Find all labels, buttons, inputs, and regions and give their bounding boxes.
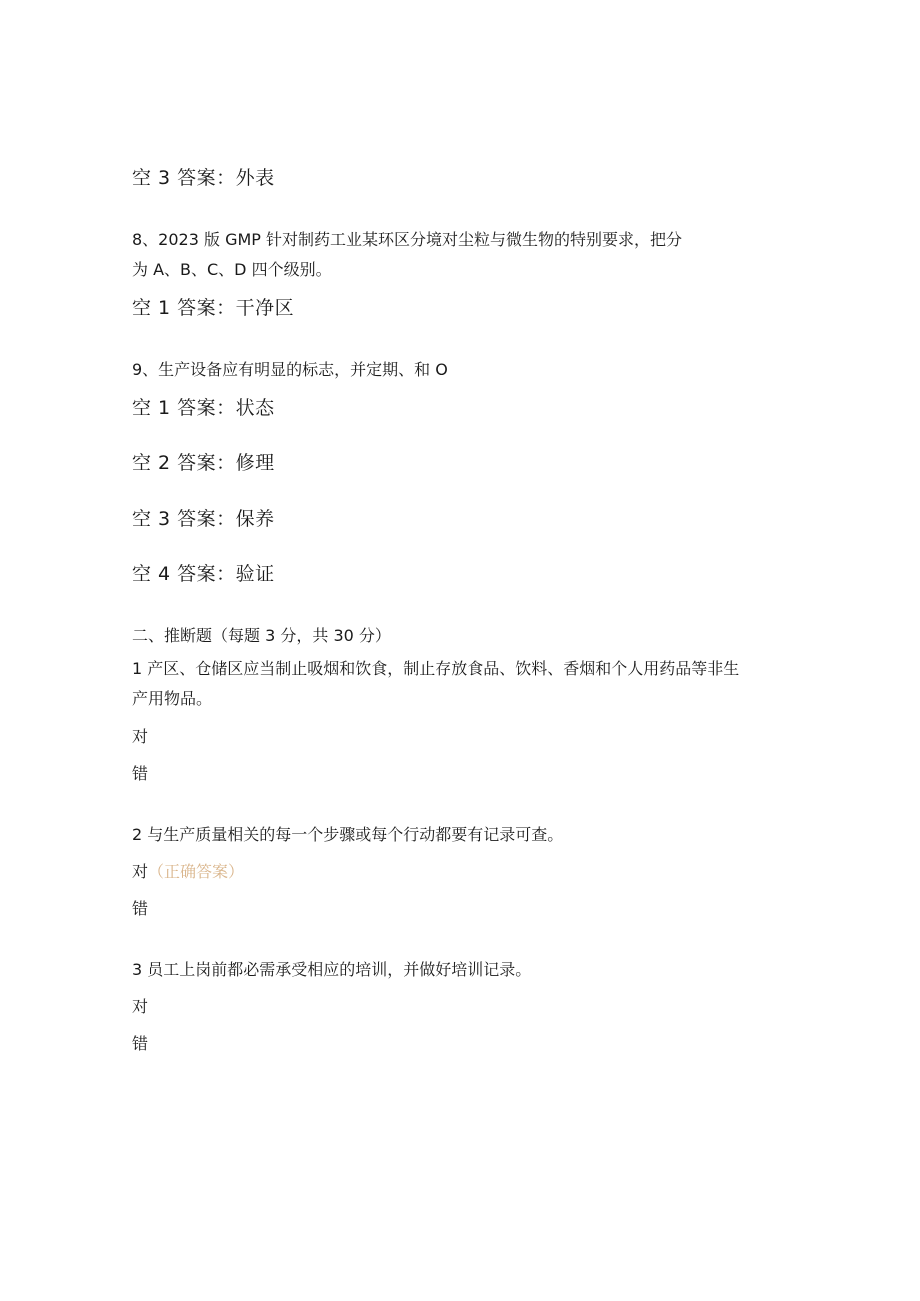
tf-1-option-false[interactable]: 错: [132, 764, 149, 783]
tf-2-option-true-label: 对: [132, 862, 149, 881]
tf-2-option-true[interactable]: [132, 862, 244, 881]
answer-q9-blank2: 空 2 答案：修理: [132, 452, 275, 474]
answer-q9-blank1: 空 1 答案：状态: [132, 397, 275, 419]
tf-3-option-false[interactable]: 错: [132, 1034, 149, 1053]
answer-q7-blank3: 空 3 答案：外表: [132, 167, 275, 189]
question-8-line2: 为 A、B、C、D 四个级别。: [132, 260, 332, 279]
question-8-line1: 8、2023 版 GMP 针对制药工业某环区分境对尘粒与微生物的特别要求，把分: [132, 230, 683, 249]
section-heading: 二、推断题（每题 3 分，共 30 分）: [132, 626, 391, 645]
tf-question-2: 2 与生产质量相关的每一个步骤或每个行动都要有记录可查。: [132, 825, 564, 844]
correct-answer-mark: （正确答案）: [148, 862, 245, 881]
question-9: 9、生产设备应有明显的标志，并定期、和 O: [132, 360, 448, 379]
tf-question-3: 3 员工上岗前都必需承受相应的培训，并做好培训记录。: [132, 960, 532, 979]
tf-2-option-false[interactable]: 错: [132, 899, 149, 918]
tf-question-1-line1: 1 产区、仓储区应当制止吸烟和饮食，制止存放食品、饮料、香烟和个人用药品等非生: [132, 659, 740, 678]
answer-q9-blank3: 空 3 答案：保养: [132, 508, 275, 530]
answer-q8-blank1: 空 1 答案：干净区: [132, 297, 295, 319]
tf-1-option-true[interactable]: 对: [132, 727, 149, 746]
tf-3-option-true[interactable]: 对: [132, 997, 149, 1016]
answer-q9-blank4: 空 4 答案：验证: [132, 563, 275, 585]
tf-question-1-line2: 产用物品。: [132, 689, 213, 708]
